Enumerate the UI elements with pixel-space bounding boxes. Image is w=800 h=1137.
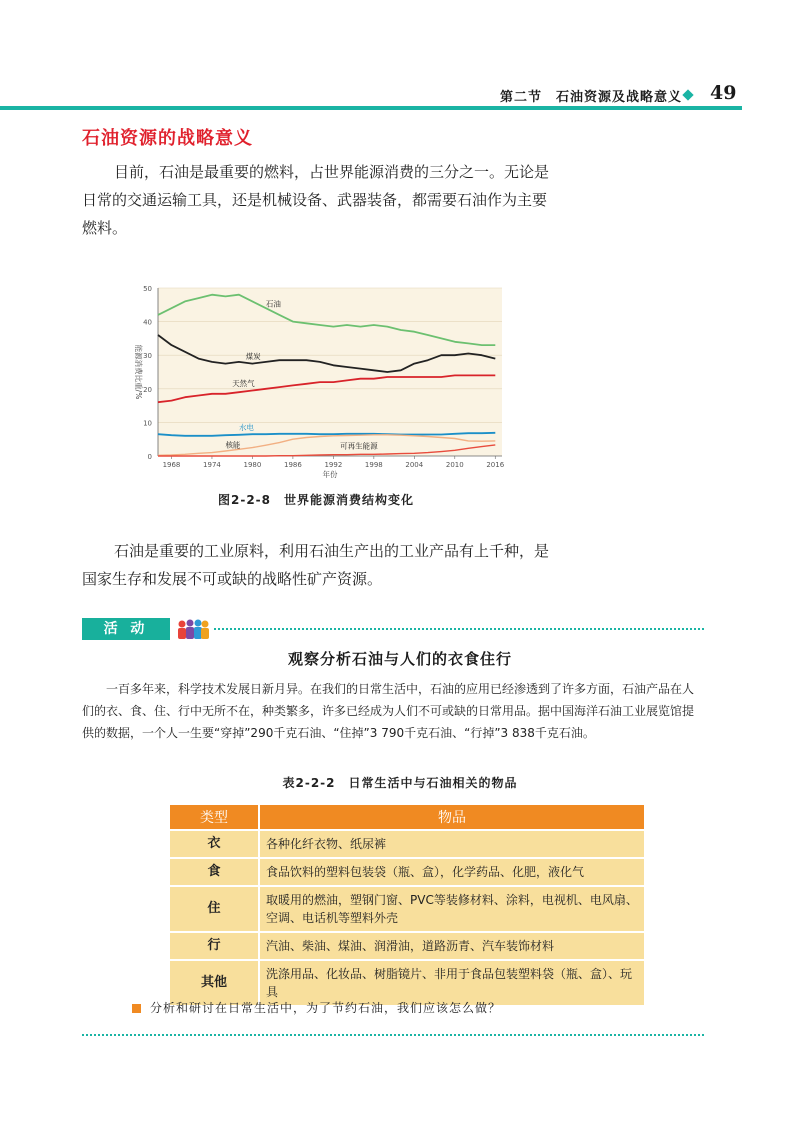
table-caption: 表2-2-2 日常生活中与石油相关的物品	[282, 776, 518, 790]
y-axis-label: 能源消费比重/%	[134, 344, 143, 400]
x-tick-label: 1992	[324, 461, 343, 469]
series-label-hydro: 水电	[238, 422, 254, 432]
x-tick-label: 1974	[203, 461, 221, 469]
plot-background	[158, 288, 502, 456]
paragraph-raw-material: 石油是重要的工业原料，利用石油生产出的工业产品有上千种，是国家生存和发展不可或缺的战略性矿产资源。	[82, 542, 550, 588]
series-label-nuclear: 核能	[225, 440, 241, 450]
x-tick-label: 2004	[405, 461, 424, 469]
row-type: 住	[170, 886, 259, 932]
y-tick-label: 20	[143, 385, 152, 394]
row-type: 行	[170, 932, 259, 960]
diamond-icon	[682, 89, 693, 100]
row-type: 衣	[170, 830, 259, 858]
table-header-row	[170, 805, 644, 830]
header-type: 类型	[170, 805, 259, 830]
table-row	[170, 886, 644, 932]
y-tick-label: 40	[143, 318, 152, 327]
series-label-oil: 石油	[265, 299, 281, 309]
activity-intro: 一百多年来，科学技术发展日新月异。在我们的日常生活中，石油的应用已经渗透到了许多方面，石油产品在人们的衣、食、住、行中无所不在，种类繁多，许多已经成为人们不可或缺的日常用品。据中国海洋石油工业展览馆提供的数据，一个人一生要“穿掉”290千克石油、“住掉”3 790千克石油、“行掉”3 838千克石油。	[82, 682, 695, 740]
x-tick-label: 1980	[243, 461, 262, 469]
x-tick-label: 1968	[162, 461, 181, 469]
paragraph-fuel: 目前，石油是最重要的燃料，占世界能源消费的三分之一。无论是日常的交通运输工具，还是机械设备、武器装备，都需要石油作为主要燃料。	[82, 163, 550, 237]
people-group-icon	[176, 618, 210, 640]
activity-title: 观察分析石油与人们的衣食住行	[287, 650, 512, 668]
bottom-divider	[82, 1034, 704, 1036]
activity-question: 分析和研讨在日常生活中，为了节约石油，我们应该怎么做？	[150, 1001, 502, 1015]
row-items: 食品饮料的塑料包装袋（瓶、盒），化学药品、化肥，液化气	[259, 858, 644, 886]
x-tick-label: 1998	[364, 461, 383, 469]
figure-caption: 图2-2-8 世界能源消费结构变化	[218, 493, 415, 507]
activity-label: 活 动	[82, 618, 170, 640]
row-type: 其他	[170, 960, 259, 1006]
running-header-title: 第二节 石油资源及战略意义	[499, 90, 682, 105]
y-tick-label: 0	[147, 453, 152, 461]
row-items: 洗涤用品、化妆品、树脂镜片、非用于食品包装塑料袋（瓶、盒）、玩具	[259, 960, 644, 1006]
x-tick-label: 2016	[486, 461, 505, 469]
activity-divider	[214, 628, 704, 630]
series-label-gas: 天然气	[232, 379, 255, 389]
row-items: 取暖用的燃油，塑钢门窗、PVC等装修材料、涂料，电视机、电风扇、空调、电话机等塑料外壳	[259, 886, 644, 932]
row-items: 汽油、柴油、煤油、润滑油，道路沥青、汽车装饰材料	[259, 932, 644, 960]
x-tick-label: 2010	[445, 461, 464, 469]
row-type: 食	[170, 858, 259, 886]
y-tick-label: 10	[143, 419, 152, 428]
row-items: 各种化纤衣物、纸尿裤	[259, 830, 644, 858]
oil-items-table	[170, 805, 644, 1007]
section-title: 石油资源的战略意义	[82, 128, 253, 149]
header-items: 物品	[259, 805, 644, 830]
series-label-renewable: 可再生能源	[340, 441, 378, 451]
page-number: 49	[710, 82, 737, 104]
y-tick-label: 50	[143, 285, 152, 293]
table-row	[170, 830, 644, 858]
energy-consumption-chart	[122, 278, 522, 478]
table-row	[170, 858, 644, 886]
table-row	[170, 932, 644, 960]
series-label-coal: 煤炭	[245, 352, 261, 362]
chart-svg	[122, 278, 522, 478]
x-axis-label: 年份	[322, 470, 338, 478]
header-divider	[0, 106, 742, 110]
question-bullet-icon	[132, 1004, 141, 1013]
y-tick-label: 30	[143, 352, 152, 361]
x-tick-label: 1986	[283, 461, 302, 469]
